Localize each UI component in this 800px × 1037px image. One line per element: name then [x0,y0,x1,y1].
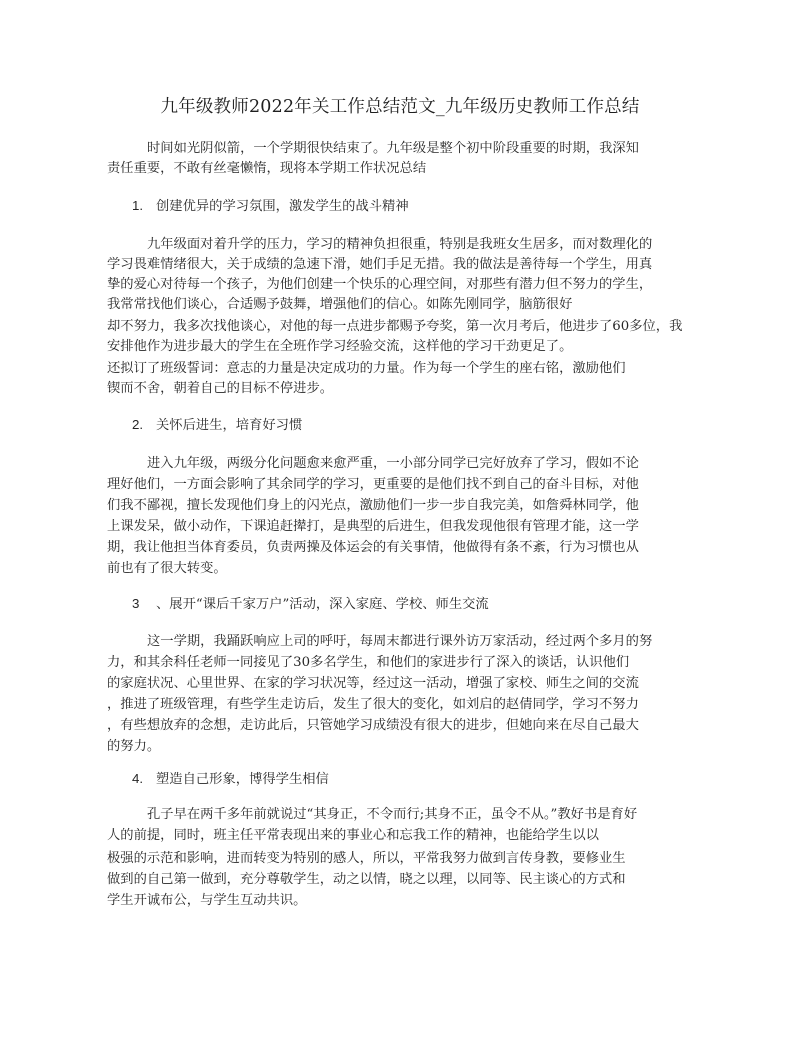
paragraph-line: 学生开诚布公，与学生互动共识。 [107,893,307,908]
section-heading [132,770,329,789]
paragraph-line: 的努力。 [107,739,161,754]
section-title: 塑造自己形象，博得学生相信 [156,772,329,787]
paragraph-line: 理好他们，一方面会影响了其余同学的学习，更重要的是他们找不到自己的奋斗目标，对他 [107,477,639,492]
document-title: 九年级教师2022年关工作总结范文_九年级历史教师工作总结 [160,97,640,117]
paragraph-line: 我常常找他们谈心，合适赐予鼓舞，增强他们的信心。如陈先刚同学，脑筋很好 [107,297,573,312]
paragraph-line: 孔子早在两千多年前就说过“其身正，不令而行;其身不正，虽令不从。”教好书是育好 [147,807,638,822]
section-heading [132,416,302,435]
paragraph-line: 上课发呆，做小动作，下课追赶撵打，是典型的后进生，但我发现他很有管理才能，这一学 [107,519,639,534]
paragraph-line: 却不努力，我多次找他谈心，对他的每一点进步都赐予夸奖，第一次月考后，他进步了60多位，我 [107,319,683,334]
section-title: 关怀后进生，培育好习惯 [156,418,303,433]
paragraph-line: ，推进了班级管理，有些学生走访后，发生了很大的变化，如刘启的赵倩同学，学习不努力 [107,697,639,712]
intro-line: 时间如光阴似箭，一个学期很快结束了。九年级是整个初中阶段重要的时期，我深知 [147,141,639,156]
intro-line: 责任重要，不敢有丝毫懒惰，现将本学期工作状况总结 [107,161,427,176]
section-heading [132,595,489,614]
section-title: 、展开“课后千家万户”活动，深入家庭、学校、师生交流 [156,597,489,612]
paragraph-line: 前也有了很大转变。 [107,561,227,576]
section-title: 创建优异的学习氛围，激发学生的战斗精神 [156,199,409,214]
paragraph-line: 人的前提，同时，班主任平常表现出来的事业心和忘我工作的精神，也能给学生以以 [107,828,599,843]
paragraph-line: 这一学期，我踊跃响应上司的呼吁，每周末都进行课外访万家活动，经过两个多月的努 [147,634,653,649]
section-number: 4. [132,771,144,786]
paragraph-line: 挚的爱心对待每一个孩子，为他们创建一个快乐的心理空间，对那些有潜力但不努力的学生， [107,277,653,292]
paragraph-line: ，有些想放弃的念想，走访此后，只管她学习成绩没有很大的进步，但她向来在尽自己最大 [107,718,639,733]
section-number: 2. [132,417,144,432]
paragraph-line: 期，我让他担当体育委员，负责两操及体运会的有关事情，他做得有条不紊，行为习惯也从 [107,540,639,555]
section-number: 1. [132,198,144,213]
paragraph-line: 九年级面对着升学的压力，学习的精神负担很重，特别是我班女生居多，而对数理化的 [147,237,653,252]
paragraph-line: 锲而不舍，朝着自己的目标不停进步。 [107,381,334,396]
paragraph-line: 做到的自己第一做到，充分尊敬学生，动之以情，晓之以理，以同等、民主谈心的方式和 [107,872,626,887]
section-heading [132,197,409,216]
paragraph-line: 的家庭状况、心里世界、在家的学习状况等，经过这一活动，增强了家校、师生之间的交流 [107,676,639,691]
paragraph-line: 学习畏难情绪很大，关于成绩的急速下滑，她们手足无措。我的做法是善待每一个学生，用真 [107,257,653,272]
paragraph-line: 安排他作为进步最大的学生在全班作学习经验交流，这样他的学习干劲更足了。 [107,339,573,354]
paragraph-line: 进入九年级，两级分化问题愈来愈严重，一小部分同学已完好放弃了学习，假如不论 [147,456,639,471]
section-number: 3 [132,596,140,611]
paragraph-line: 极强的示范和影响，进而转变为特别的感人，所以，平常我努力做到言传身教，要修业生 [107,851,626,866]
paragraph-line: 们我不鄙视，擅长发现他们身上的闪光点，激励他们一步一步自我完美，如詹舜林同学，他 [107,498,639,513]
paragraph-line: 力，和其余科任老师一同接见了30多名学生，和他们的家进步行了深入的谈话，认识他们 [107,655,630,670]
paragraph-line: 还拟订了班级誓词：意志的力量是决定成功的力量。作为每一个学生的座右铭，激励他们 [107,361,626,376]
